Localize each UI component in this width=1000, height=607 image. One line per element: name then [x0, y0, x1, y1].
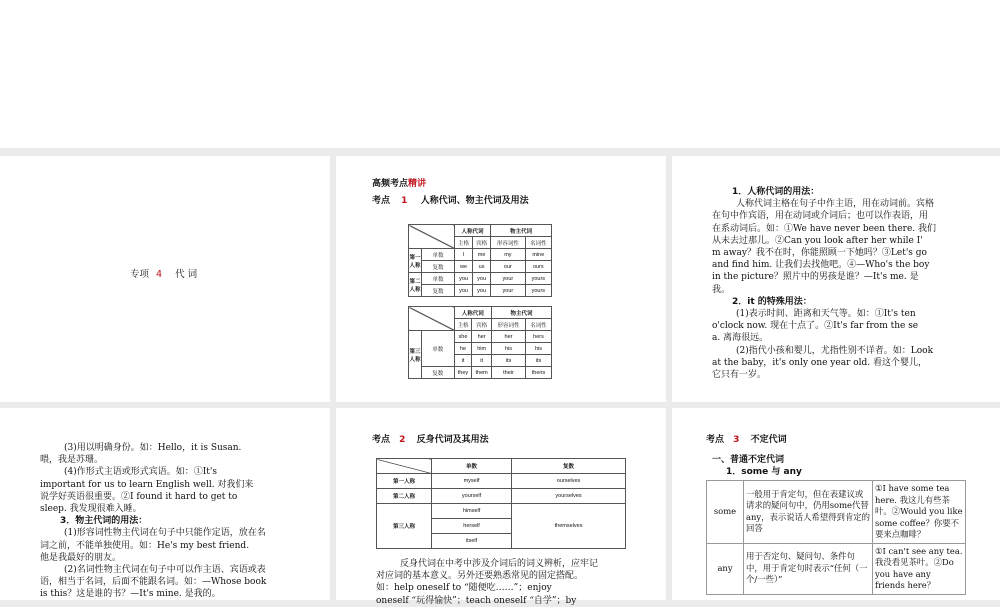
- text-line: 我。: [712, 284, 731, 295]
- header-personal: 人称代词: [454, 307, 491, 319]
- header-possessive: 物主代词: [491, 307, 551, 319]
- table-cell: my: [491, 249, 526, 261]
- subheading: 一、普通不定代词: [712, 455, 785, 465]
- text-line: 在系动词后。如：①We have never been there. 我们: [712, 223, 936, 234]
- text-line: important for us to learn English well. 对我们来: [40, 479, 254, 490]
- usage-text: [712, 186, 996, 381]
- table-cell: them: [472, 367, 492, 379]
- word-cell: any: [707, 543, 744, 594]
- header-personal: 人称代词: [455, 225, 491, 237]
- text-line: 反身代词在中考中涉及介词后的词义辨析，应牢记: [400, 559, 599, 569]
- table-cell: yourself: [432, 489, 512, 504]
- subheading: 2．it 的特殊用法：: [732, 296, 812, 307]
- table-cell: theirs: [526, 367, 552, 379]
- table-cell: I: [455, 249, 473, 261]
- subheader: 名词性: [526, 319, 552, 331]
- point-label: 考点: [706, 435, 725, 445]
- point-title: 不定代词: [750, 435, 787, 445]
- table-cell: he: [454, 343, 472, 355]
- topic-label: 专项: [130, 269, 150, 280]
- table-cell: you: [473, 285, 491, 297]
- table-cell: mine: [525, 249, 551, 261]
- header-possessive: 物主代词: [491, 225, 552, 237]
- text-line: 人称代词主格在句子中作主语，用在动词前。宾格: [736, 199, 935, 210]
- table-cell: his: [526, 343, 552, 355]
- text-line: at the baby，it's only one year old. 看这个婴儿，: [712, 357, 928, 368]
- table-cell: your: [491, 273, 526, 285]
- table-cell: her: [472, 331, 492, 343]
- text-line: 词之前，不能单独使用。如：He's my best friend.: [40, 540, 250, 551]
- text-line: oneself “玩得愉快”；teach oneself “自学”；by: [376, 595, 577, 606]
- row-label: 第一人称: [377, 474, 432, 489]
- point-label: 考点: [372, 435, 391, 445]
- blank-slide: [0, 0, 1000, 148]
- table-cell: ourselves: [512, 474, 626, 489]
- table-cell: themselves: [512, 504, 626, 549]
- subheader: 形容词性: [491, 319, 525, 331]
- row-label: 第三人称: [377, 504, 432, 549]
- subheader: 形容词性: [491, 237, 526, 249]
- example-cell: ①I can't see any tea. 我没看见茶叶。②Do you have any friends here？: [873, 543, 966, 594]
- text-line: 喂，我是苏珊。: [40, 455, 104, 466]
- point-heading: [706, 434, 787, 446]
- topic-number: 4: [156, 269, 163, 280]
- number-label: 复数: [422, 285, 455, 297]
- text-line: 从未去过那儿。②Can you look after her while I': [712, 235, 923, 246]
- number-label: 单数: [422, 331, 455, 367]
- table-cell: hers: [526, 331, 552, 343]
- table-cell: you: [473, 273, 491, 285]
- text-line: m away？我不在时，你能照顾一下她吗？③Let's go: [712, 248, 927, 259]
- section-heading: [372, 178, 426, 190]
- text-line: o'clock now. 现在十点了。②It's far from the se: [712, 321, 919, 332]
- usage-cell: 一般用于肯定句，但在表建议或请求的疑问句中，仍用some代替any，表示说话人希望得到肯定的回答: [744, 481, 873, 544]
- example-cell: ①I have some tea here. 我这儿有些茶叶。②Would you like some coffee？你要不要来点咖啡？: [873, 481, 966, 544]
- table-cell: its: [491, 355, 525, 367]
- text-line: 如：help oneself to “随便吃……”；enjoy: [376, 583, 552, 594]
- table-cell: himself: [432, 504, 512, 519]
- table-cell: yours: [525, 285, 551, 297]
- diagonal-cell: [409, 225, 455, 249]
- person-label: 第二人称: [409, 273, 422, 297]
- subheading: 1．人称代词的用法：: [732, 187, 820, 197]
- subheader: 主格: [455, 237, 473, 249]
- topic-title: 代 词: [175, 269, 198, 280]
- table-cell: we: [455, 261, 473, 273]
- diagonal-cell: [377, 459, 432, 474]
- table-cell: you: [455, 285, 473, 297]
- point-title: 人称代词、物主代词及用法: [420, 196, 529, 206]
- text-line: a. 离海很远。: [712, 333, 769, 344]
- table-cell: its: [526, 355, 552, 367]
- subheader: 宾格: [473, 237, 491, 249]
- table-cell: you: [455, 273, 473, 285]
- point-number: 1: [401, 196, 408, 206]
- text-line: 在句中作宾语，用在动词或介词后；也可以作表语，用: [712, 211, 929, 222]
- subheader: 主格: [454, 319, 472, 331]
- table-cell: she: [454, 331, 472, 343]
- possessive-usage-slide[interactable]: [0, 408, 330, 600]
- indefinite-pronoun-slide[interactable]: [672, 408, 1000, 600]
- heading-highlight: 精讲: [408, 179, 427, 189]
- usage-text: [40, 442, 324, 601]
- reflexive-pronoun-table: [376, 458, 626, 549]
- text-line: 他是我最好的朋友。: [40, 552, 122, 563]
- text-line: (1)形容词性物主代词在句子中只能作定语，放在名: [64, 528, 266, 539]
- number-label: 单数: [422, 273, 455, 285]
- table-cell: myself: [432, 474, 512, 489]
- header-plural: 复数: [512, 459, 626, 474]
- point-label: 考点: [372, 196, 391, 206]
- table-cell: they: [454, 367, 472, 379]
- row-label: 第二人称: [377, 489, 432, 504]
- number-label: 单数: [422, 249, 455, 261]
- table-cell: herself: [432, 519, 512, 534]
- text-line: and find him. 让我们去找他吧。④—Who's the boy: [712, 260, 930, 271]
- heading-text: 高频考点: [372, 179, 409, 189]
- number-label: 复数: [422, 367, 455, 379]
- text-line: (2)名词性物主代词在句子中可以作主语、宾语或表: [64, 565, 266, 576]
- table-cell: yourselves: [512, 489, 626, 504]
- personal-pronoun-table-2: [408, 306, 552, 379]
- text-line: (2)指代小孩和婴儿，尤指性别不详者。如：Look: [736, 345, 934, 356]
- table-cell: their: [491, 367, 525, 379]
- point-number: 2: [399, 435, 406, 445]
- text-line: 说学好英语很重要。②I found it hard to get to: [40, 491, 238, 502]
- table-cell: his: [491, 343, 525, 355]
- table-cell: your: [491, 285, 526, 297]
- reflexive-text: [376, 558, 662, 607]
- header-singular: 单数: [432, 459, 512, 474]
- reflexive-pronoun-slide[interactable]: [336, 408, 666, 606]
- table-cell: itself: [432, 534, 512, 549]
- table-cell: us: [473, 261, 491, 273]
- number-label: 复数: [422, 261, 455, 273]
- text-line: (1)表示时间、距离和天气等。如：①It's ten: [736, 309, 916, 320]
- text-line: 对应词的基本意义。另外还要熟悉常见的固定搭配。: [376, 571, 584, 582]
- table-cell: it: [454, 355, 472, 367]
- subheader: 宾格: [472, 319, 492, 331]
- text-line: (3)用以明确身份。如：Hello，it is Susan.: [64, 443, 242, 453]
- subheading: 1．some 与 any: [726, 467, 802, 477]
- pronoun-table-slide[interactable]: [336, 156, 666, 402]
- usage-cell: 用于否定句、疑问句、条件句中，用于肯定句时表示“任何（一个/一些）”: [744, 543, 873, 594]
- point-heading: [372, 434, 489, 446]
- table-cell: it: [472, 355, 492, 367]
- subheading: 3．物主代词的用法：: [60, 516, 148, 527]
- slide-title: [130, 266, 197, 280]
- personal-pronoun-table-1: [408, 224, 552, 297]
- table-cell: yours: [525, 273, 551, 285]
- person-label: 第一人称: [409, 249, 422, 273]
- point-heading: [372, 195, 529, 207]
- text-line: 它只有一岁。: [712, 370, 767, 381]
- word-cell: some: [707, 481, 744, 544]
- text-line: 语，相当于名词，后面不能跟名词。如：—Whose book: [40, 577, 267, 588]
- text-line: sleep. 我发现很难入睡。: [40, 504, 142, 515]
- some-any-table: [706, 480, 966, 595]
- person-label: 第三人称: [409, 331, 422, 379]
- diagonal-cell: [409, 307, 455, 331]
- table-cell: her: [491, 331, 525, 343]
- table-cell: him: [472, 343, 492, 355]
- text-line: (4)作形式主语或形式宾语。如：①It's: [64, 467, 218, 478]
- table-cell: our: [491, 261, 526, 273]
- table-cell: ours: [525, 261, 551, 273]
- table-cell: me: [473, 249, 491, 261]
- text-line: is this？这是谁的书？—It's mine. 是我的。: [40, 589, 221, 600]
- point-title: 反身代词及其用法: [416, 435, 489, 445]
- subheader: 名词性: [525, 237, 551, 249]
- text-line: in the picture？照片中的男孩是谁？—It's me. 是: [712, 272, 919, 283]
- title-slide[interactable]: [0, 156, 330, 402]
- personal-pronoun-usage-slide[interactable]: [672, 156, 1000, 402]
- point-number: 3: [733, 435, 740, 445]
